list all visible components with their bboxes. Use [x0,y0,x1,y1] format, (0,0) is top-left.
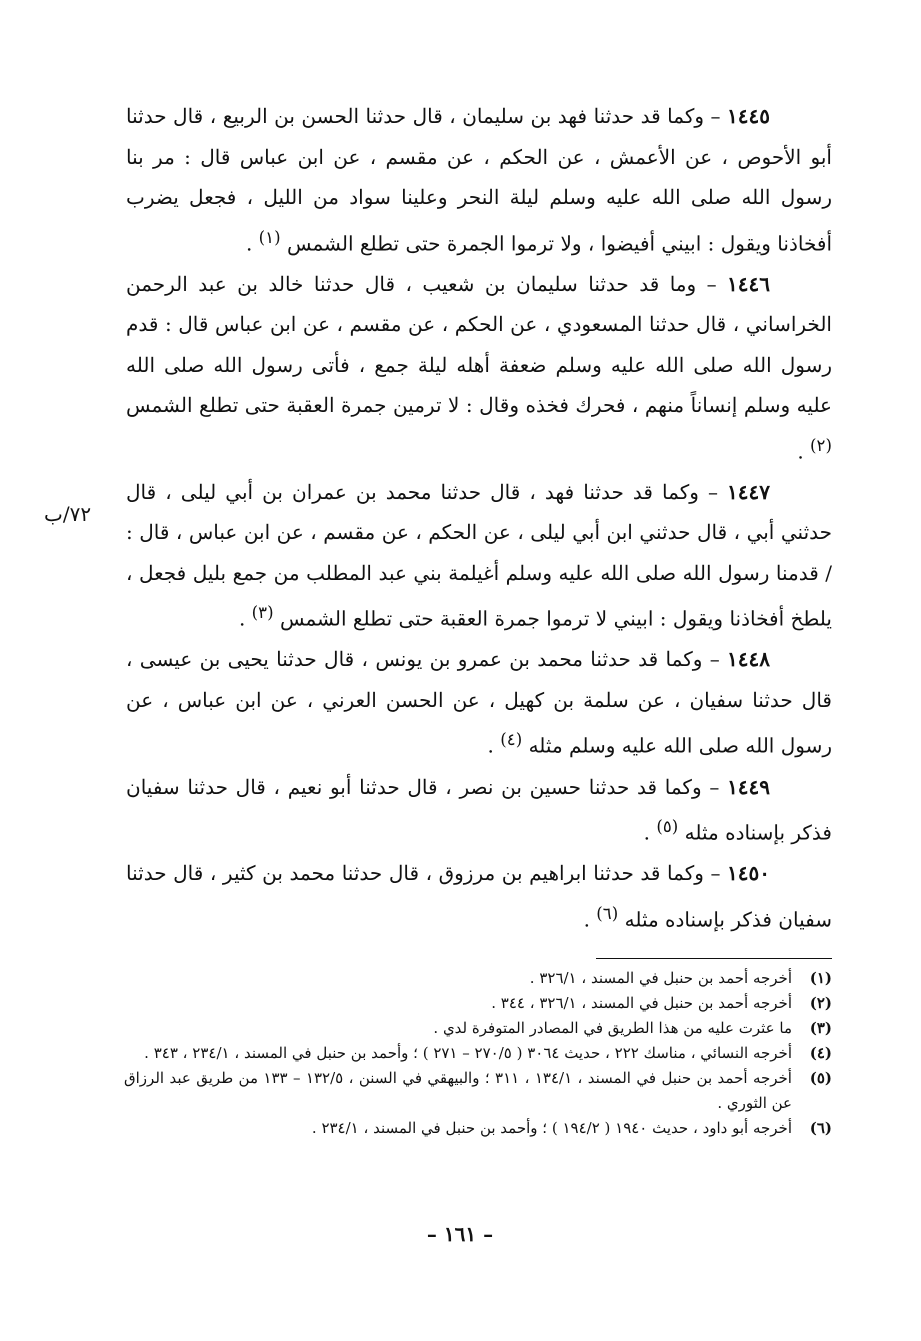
footnote-number: (٥) [809,1069,832,1087]
hadith-text: وكما قد حدثنا حسين بن نصر ، قال حدثنا أبو نعيم ، قال حدثنا سفيان فذكر بإسناده مثله [126,774,832,845]
hadith-paragraph [126,472,832,640]
hadith-number: ١٤٤٩ [727,774,771,799]
footnote-ref: (٣) [251,603,274,623]
footnote-item [124,1066,832,1116]
hadith-text: وكما قد حدثنا فهد ، قال حدثنا محمد بن عمران بن أبي ليلى ، قال حدثني أبي ، قال حدثني ابن أبي ليلى ، عن الحكم ، عن مقسم ، عن ابن عباس ، قال : / قدمنا رسول الله صلى الله عليه وسلم أغيلمة بني عبد المطلب من جمع بليل فجعل ، يلطخ أفخاذنا ويقول : ابيني لا ترموا جمرة العقبة حتى تطلع الشمس [126,479,832,631]
hadith-text: وكما قد حدثنا محمد بن عمرو بن يونس ، قال حدثنا يحيى بن عيسى ، قال حدثنا سفيان ، عن سلمة بن كهيل ، عن الحسن العرني ، عن ابن عباس ، عن رسول الله صلى الله عليه وسلم مثله [126,647,832,759]
dash-separator: – [709,774,720,799]
hadith-number: ١٤٥٠ [727,861,771,886]
footnote-ref: (٤) [500,730,523,750]
hadith-paragraph [126,264,832,472]
footnote-number: (١) [809,969,832,987]
hadith-text: وكما قد حدثنا ابراهيم بن مرزوق ، قال حدثنا محمد بن كثير ، قال حدثنا سفيان فذكر بإسناده مثله [126,861,832,932]
footnote-item [124,1016,832,1041]
main-text [126,96,832,940]
end-mark: . [643,820,650,845]
footnote-ref: (٢) [810,435,832,455]
dash-separator: – [710,861,721,886]
footnote-text: أخرجه أحمد بن حنبل في المسند ، ٣٢٦/١ ، ٣٤٤ . [491,994,792,1012]
footnote-number: (٦) [809,1119,832,1137]
hadith-text: وما قد حدثنا سليمان بن شعيب ، قال حدثنا خالد بن عبد الرحمن الخراساني ، قال حدثنا المسعودي ، عن الحكم ، عن مقسم ، عن ابن عباس قال : قدم رسول الله صلى الله عليه وسلم ضعفة أهله ليلة جمع ، فأتى رسول الله صلى الله عليه وسلم إنساناً منهم ، فحرك فخذه وقال : لا ترمين جمرة العقبة حتى تطلع الشمس [126,271,832,418]
dash-separator: – [707,479,718,504]
footnote-item [124,991,832,1016]
hadith-number: ١٤٤٨ [727,647,771,672]
footnote-text: ما عثرت عليه من هذا الطريق في المصادر المتوفرة لدي . [433,1019,792,1037]
footnote-item [124,1041,832,1066]
end-mark: . [245,231,253,256]
footnote-text: أخرجه أبو داود ، حديث ١٩٤٠ ( ١٩٤/٢ ) ؛ وأحمد بن حنبل في المسند ، ٢٣٤/١ . [311,1119,792,1137]
hadith-paragraph [126,639,832,766]
manuscript-folio-marker: ٧٢/ب [44,502,92,526]
footnote-ref: (١) [258,227,281,247]
end-mark: . [238,606,246,631]
end-mark: . [583,907,590,932]
footnote-divider [596,958,832,959]
hadith-paragraph [126,767,832,854]
footnote-text: أخرجه أحمد بن حنبل في المسند ، ١٣٤/١ ، ٣١١ ؛ والبيهقي في السنن ، ١٣٢/٥ – ١٣٣ من طريق عبد الرزاق عن الثوري . [124,1069,792,1112]
footnotes [124,966,832,1141]
footnote-number: (٣) [809,1019,832,1037]
footnote-text: أخرجه النسائي ، مناسك ٢٢٢ ، حديث ٣٠٦٤ ( ٢٧٠/٥ – ٢٧١ ) ؛ وأحمد بن حنبل في المسند ، ٢٣٤/١ ، ٣٤٣ . [144,1044,792,1062]
footnote-item [124,1116,832,1141]
page-number: – ١٦١ – [426,1222,494,1246]
hadith-text: وكما قد حدثنا فهد بن سليمان ، قال حدثنا الحسن بن الربيع ، قال حدثنا أبو الأحوص ، عن الأعمش ، عن الحكم ، عن مقسم ، عن ابن عباس قال : مر بنا رسول الله صلى الله عليه وسلم ليلة النحر وعلينا سواد من الليل ، فجعل يضرب أفخاذنا ويقول : ابيني أفيضوا ، ولا ترموا الجمرة حتى تطلع الشمس [126,104,832,256]
footnote-number: (٤) [809,1044,832,1062]
hadith-paragraph [126,96,832,264]
dash-separator: – [710,104,721,128]
footnote-text: أخرجه أحمد بن حنبل في المسند ، ٣٢٦/١ . [529,969,792,987]
hadith-paragraph [126,853,832,940]
footnote-item [124,966,832,991]
end-mark: . [797,439,804,464]
hadith-number: ١٤٤٦ [727,271,771,296]
hadith-number: ١٤٤٧ [727,479,770,504]
footnote-number: (٢) [809,994,832,1012]
footnote-ref: (٥) [656,817,679,837]
dash-separator: – [706,271,717,296]
hadith-number: ١٤٤٥ [727,104,770,128]
dash-separator: – [709,647,720,672]
end-mark: . [487,734,494,759]
footnote-ref: (٦) [596,903,619,923]
